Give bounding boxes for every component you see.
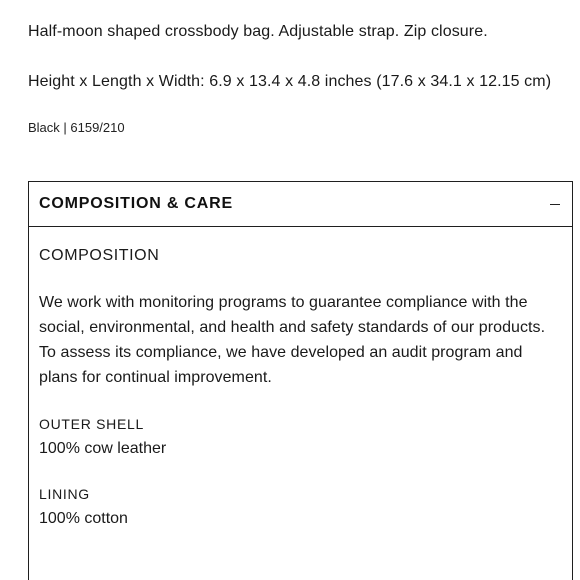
material-value-lining: 100% cotton [39,510,128,527]
accordion-header[interactable] [29,182,572,227]
minus-icon[interactable] [550,204,560,205]
product-dimensions: Height x Length x Width: 6.9 x 13.4 x 4.8 inches (17.6 x 34.1 x 12.15 cm) [28,73,552,90]
material-label-outer-shell: OUTER SHELL [39,416,144,432]
composition-care-accordion [28,181,573,580]
material-label-lining: LINING [39,486,90,502]
color-reference: Black | 6159/210 [28,120,125,135]
material-value-outer-shell: 100% cow leather [39,440,167,457]
section-title: COMPOSITION [39,247,160,264]
compliance-paragraph: We work with monitoring programs to guarantee compliance with the social, environmental, and health and safety standards of our products. To assess its compliance, we have developed an audit program and plans for continual improvement. [39,294,546,386]
accordion-title: COMPOSITION & CARE [39,195,233,212]
product-description: Half-moon shaped crossbody bag. Adjustable strap. Zip closure. [28,23,488,40]
